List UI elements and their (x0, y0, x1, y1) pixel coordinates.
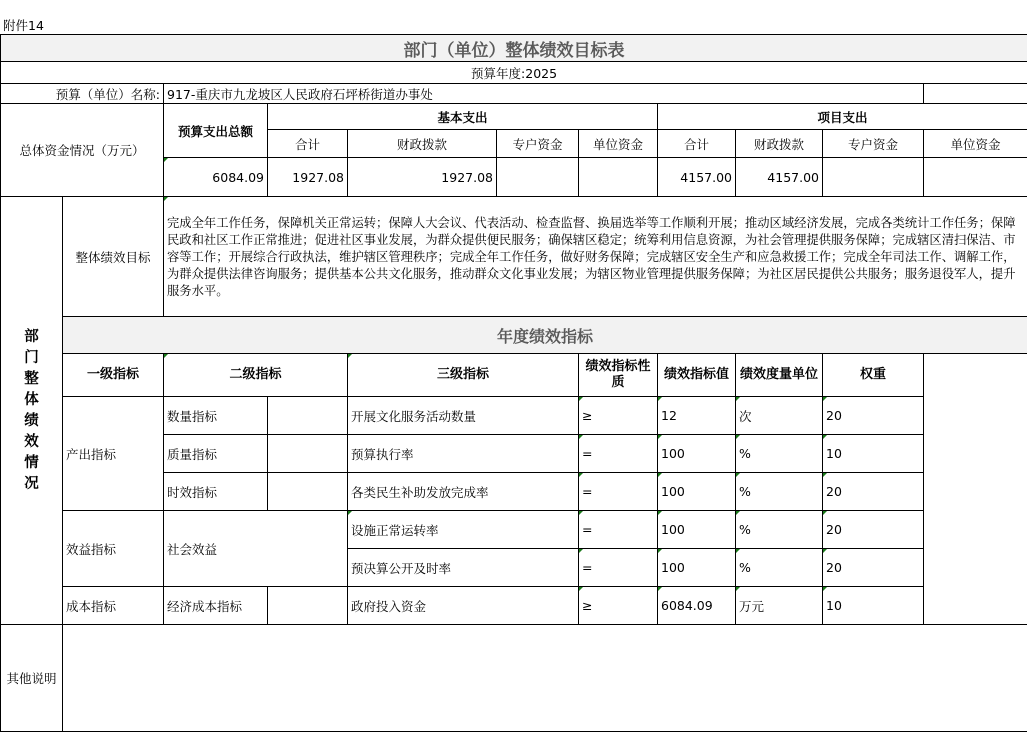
basic-total-value: 1927.08 (268, 158, 348, 197)
basic-special-value (497, 158, 579, 197)
other-notes-label: 其他说明 (1, 625, 63, 732)
funds-row-label: 总体资金情况（万元） (1, 104, 164, 197)
nature-cell: ≥ (579, 397, 658, 435)
project-total-value: 4157.00 (658, 158, 736, 197)
nature-cell: = (579, 435, 658, 473)
level2-header: 二级指标 (164, 354, 348, 397)
basic-unit-value (579, 158, 658, 197)
annual-indicators-header: 年度绩效指标 (63, 317, 1027, 354)
basic-fiscal-value: 1927.08 (348, 158, 497, 197)
weight-header: 权重 (823, 354, 924, 397)
level3-cell: 预算执行率 (348, 435, 579, 473)
level2-blank (268, 473, 348, 511)
basic-fiscal-header: 财政拨款 (348, 130, 497, 158)
value-cell: 6084.09 (658, 587, 736, 625)
basic-expense-header: 基本支出 (268, 104, 658, 130)
unit-header: 绩效度量单位 (736, 354, 823, 397)
section-label (1, 197, 63, 625)
level2-cell: 质量指标 (164, 435, 268, 473)
nature-cell: = (579, 511, 658, 549)
level3-header: 三级指标 (348, 354, 579, 397)
value-header: 绩效指标值 (658, 354, 736, 397)
weight-cell: 10 (823, 587, 924, 625)
overall-goal-text: 完成全年工作任务，保障机关正常运转；保障人大会议、代表活动、检查监督、换届选举等工作顺利开展；推动区域经济发展，完成各类统计工作任务；保障民政和社区工作正常推进；促进社区事业发展，为群众提供便民服务；确保辖区稳定；统筹利用信息资源，为社会管理提供服务保障；完成辖区清扫保洁、市容等工作；开展综合行政执法，维护辖区管理秩序；完成全年工作任务，做好财务保障；完成辖区安全生产和应急救援工作；完成全年司法工作、调解工作，为群众提供法律咨询服务；提供基本公共文化服务，推动群众文化事业发展；为辖区物业管理提供服务保障；为社区居民提供公共服务；服务退役军人，提升服务水平。 (164, 197, 1027, 317)
weight-cell: 20 (823, 549, 924, 587)
level2-blank (268, 435, 348, 473)
cost-indicator-label: 成本指标 (63, 587, 164, 625)
value-cell: 100 (658, 549, 736, 587)
nature-header: 绩效指标性质 (579, 354, 658, 397)
section-label-text: 部门整体绩效情况 (24, 328, 39, 492)
basic-unit-header: 单位资金 (579, 130, 658, 158)
unit-cell: 万元 (736, 587, 823, 625)
basic-special-header: 专户资金 (497, 130, 579, 158)
value-cell: 100 (658, 473, 736, 511)
project-total-header: 合计 (658, 130, 736, 158)
level1-header: 一级指标 (63, 354, 164, 397)
table-title: 部门（单位）整体绩效目标表 (1, 35, 1027, 62)
total-expense-header: 预算支出总额 (164, 104, 268, 158)
level2-cell: 数量指标 (164, 397, 268, 435)
level3-cell: 政府投入资金 (348, 587, 579, 625)
project-fiscal-value: 4157.00 (736, 158, 823, 197)
nature-cell: ≥ (579, 587, 658, 625)
unit-name-value: 917-重庆市九龙坡区人民政府石坪桥街道办事处 (164, 84, 924, 104)
nature-cell: = (579, 473, 658, 511)
value-cell: 100 (658, 435, 736, 473)
weight-cell: 20 (823, 511, 924, 549)
project-unit-value (924, 158, 1027, 197)
unit-cell: % (736, 511, 823, 549)
level3-cell: 设施正常运转率 (348, 511, 579, 549)
unit-cell: 次 (736, 397, 823, 435)
total-expense-value: 6084.09 (164, 158, 268, 197)
level2-cell: 经济成本指标 (164, 587, 268, 625)
performance-target-table (0, 34, 1027, 732)
nature-cell: = (579, 549, 658, 587)
project-special-header: 专户资金 (823, 130, 924, 158)
level3-cell: 各类民生补助发放完成率 (348, 473, 579, 511)
social-benefit-label: 社会效益 (164, 511, 348, 587)
output-indicator-label: 产出指标 (63, 397, 164, 511)
value-cell: 12 (658, 397, 736, 435)
unit-cell: % (736, 435, 823, 473)
unit-cell: % (736, 473, 823, 511)
level2-blank (268, 587, 348, 625)
value-cell: 100 (658, 511, 736, 549)
budget-year: 预算年度:2025 (1, 62, 1027, 84)
level2-cell: 时效指标 (164, 473, 268, 511)
overall-goal-label: 整体绩效目标 (63, 197, 164, 317)
level3-cell: 开展文化服务活动数量 (348, 397, 579, 435)
level2-blank (268, 397, 348, 435)
unit-cell: % (736, 549, 823, 587)
unit-name-blank (924, 84, 1027, 104)
project-fiscal-header: 财政拨款 (736, 130, 823, 158)
weight-cell: 10 (823, 435, 924, 473)
project-unit-header: 单位资金 (924, 130, 1027, 158)
weight-cell: 20 (823, 397, 924, 435)
attachment-label: 附件14 (3, 18, 44, 33)
benefit-indicator-label: 效益指标 (63, 511, 164, 587)
project-special-value (823, 158, 924, 197)
project-expense-header: 项目支出 (658, 104, 1027, 130)
other-notes-content (63, 625, 1027, 732)
weight-cell: 20 (823, 473, 924, 511)
unit-name-label: 预算（单位）名称: (1, 84, 164, 104)
level3-cell: 预决算公开及时率 (348, 549, 579, 587)
basic-total-header: 合计 (268, 130, 348, 158)
